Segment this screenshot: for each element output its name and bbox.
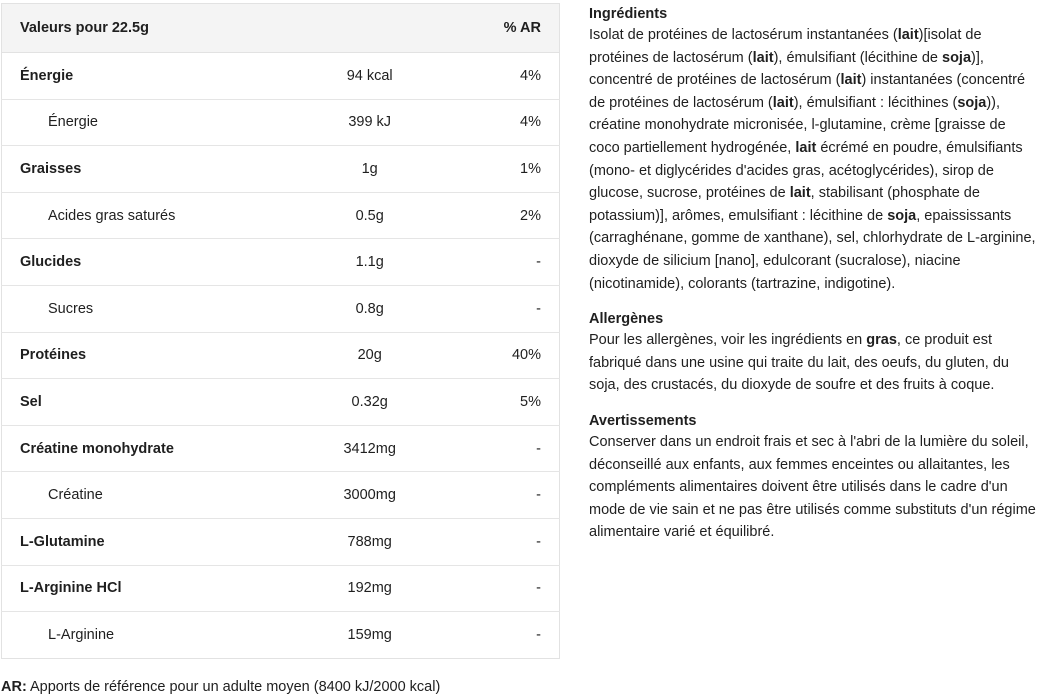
- nutrient-name: Graisses: [2, 146, 303, 193]
- allergen-highlight: soja: [957, 94, 987, 111]
- nutrient-name: Glucides: [2, 239, 303, 286]
- allergen-highlight: gras: [866, 332, 897, 349]
- header-ar: % AR: [437, 4, 560, 53]
- product-info-panel: [589, 4, 1039, 558]
- allergen-highlight: lait: [789, 185, 811, 202]
- nutrition-panel: [1, 3, 560, 695]
- nutrient-ar: -: [437, 472, 560, 519]
- nutrient-value: 159mg: [302, 612, 437, 659]
- section-body: [589, 329, 1039, 397]
- nutrient-ar: 5%: [437, 379, 560, 426]
- nutrient-name: Acides gras saturés: [2, 192, 303, 239]
- table-row: [2, 379, 560, 426]
- nutrient-ar: -: [437, 425, 560, 472]
- table-row: [2, 53, 560, 100]
- header-value: [302, 4, 437, 53]
- table-row: [2, 425, 560, 472]
- nutrient-name: Énergie: [2, 53, 303, 100]
- allergen-highlight: lait: [772, 94, 794, 111]
- nutrition-table-body: [2, 53, 560, 659]
- nutrient-value: 3412mg: [302, 425, 437, 472]
- nutrient-name: Créatine monohydrate: [2, 425, 303, 472]
- table-row: [2, 472, 560, 519]
- allergen-highlight: lait: [897, 27, 919, 43]
- table-row: [2, 99, 560, 146]
- text-segment: )), créatine monohydrate micronisée, l-glutamine, crème [graisse de coco partiellement hydrogénée,: [589, 94, 1006, 156]
- nutrient-name: Créatine: [2, 472, 303, 519]
- nutrient-ar: 4%: [437, 99, 560, 146]
- nutrient-ar: 40%: [437, 332, 560, 379]
- section-body: [589, 24, 1039, 295]
- nutrient-value: 0.8g: [302, 285, 437, 332]
- section-title: Allergènes: [589, 311, 664, 328]
- nutrient-ar: -: [437, 239, 560, 286]
- text-segment: ) instantanées (concentré de protéines de lactosérum (: [589, 72, 1026, 111]
- text-segment: Isolat de protéines de lactosérum instantanées (: [589, 27, 898, 43]
- nutrient-value: 94 kcal: [302, 53, 437, 100]
- nutrient-ar: 1%: [437, 146, 560, 193]
- ar-footnote: [1, 679, 440, 695]
- table-row: [2, 285, 560, 332]
- nutrient-value: 3000mg: [302, 472, 437, 519]
- text-segment: , epaississants (carraghénane, gomme de xanthane), sel, chlorhydrate de L-arginine, dioxyde de silicium [nano], edulcorant (sucralose), niacine (nicotinamide), colorants (tartrazine, indigotine).: [589, 207, 1036, 292]
- nutrient-name: Protéines: [2, 332, 303, 379]
- nutrient-ar: -: [437, 612, 560, 659]
- allergen-highlight: lait: [795, 139, 817, 156]
- nutrient-value: 0.5g: [302, 192, 437, 239]
- nutrient-name: Sucres: [2, 285, 303, 332]
- table-row: [2, 146, 560, 193]
- allergen-highlight: lait: [840, 72, 862, 89]
- nutrient-ar: -: [437, 565, 560, 612]
- table-row: [2, 239, 560, 286]
- nutrient-name: Sel: [2, 379, 303, 426]
- nutrient-name: L-Arginine HCl: [2, 565, 303, 612]
- nutrient-value: 0.32g: [302, 379, 437, 426]
- section-body: [589, 431, 1039, 544]
- nutrition-table: [1, 3, 560, 659]
- nutrient-name: Énergie: [2, 99, 303, 146]
- text-segment: ), émulsifiant : lécithines (: [793, 94, 958, 111]
- nutrient-ar: -: [437, 285, 560, 332]
- text-segment: écrémé en poudre, émulsifiants (mono- et diglycérides d'acides gras, acétoglycérides), sirop de glucose, sucrose, protéines de: [589, 139, 1023, 202]
- text-segment: Pour les allergènes, voir les ingrédients en: [589, 332, 867, 349]
- nutrient-ar: 2%: [437, 192, 560, 239]
- table-row: [2, 518, 560, 565]
- table-row: [2, 192, 560, 239]
- nutrient-ar: -: [437, 518, 560, 565]
- section-title: Ingrédients: [589, 6, 668, 22]
- nutrient-name: L-Arginine: [2, 612, 303, 659]
- table-row: [2, 332, 560, 379]
- table-row: [2, 612, 560, 659]
- nutrient-value: 1g: [302, 146, 437, 193]
- nutrient-name: L-Glutamine: [2, 518, 303, 565]
- table-row: [2, 565, 560, 612]
- nutrient-value: 1.1g: [302, 239, 437, 286]
- header-values-per: Valeurs pour 22.5g: [2, 4, 303, 53]
- nutrient-value: 20g: [302, 332, 437, 379]
- text-segment: )], concentré de protéines de lactosérum (: [589, 49, 984, 89]
- nutrient-value: 788mg: [302, 518, 437, 565]
- section-title: Avertissements: [589, 412, 697, 429]
- ar-footnote-text: Apports de référence pour un adulte moyen (8400 kJ/2000 kcal): [26, 679, 441, 695]
- nutrient-ar: 4%: [437, 53, 560, 100]
- allergen-highlight: soja: [942, 49, 972, 66]
- ar-footnote-label: AR:: [1, 679, 27, 695]
- nutrient-value: 399 kJ: [302, 99, 437, 146]
- text-segment: , ce produit est fabriqué dans une usine qui traite du lait, des oeufs, du gluten, du soja, des crustacés, du dioxyde de soufre et des fruits à coque.: [589, 332, 1009, 394]
- table-header-row: [2, 4, 560, 53]
- text-segment: ), émulsifiant (lécithine de: [773, 49, 942, 66]
- text-segment: Conserver dans un endroit frais et sec à l'abri de la lumière du soleil, déconseillé aux enfants, aux femmes enceintes ou allaitantes, les compléments alimentaires doivent être utilisés dans le cadre d'un mode de vie sain et ne pas être utilisés comme substituts d'un régime alimentaire varié et équilibré.: [589, 433, 1036, 541]
- allergen-highlight: lait: [752, 49, 774, 66]
- text-segment: )[isolat de protéines de lactosérum (: [589, 27, 982, 66]
- nutrient-value: 192mg: [302, 565, 437, 612]
- text-segment: , stabilisant (phosphate de potassium)], arômes, emulsifiant : lécithine de: [589, 185, 980, 224]
- allergen-highlight: soja: [887, 207, 917, 224]
